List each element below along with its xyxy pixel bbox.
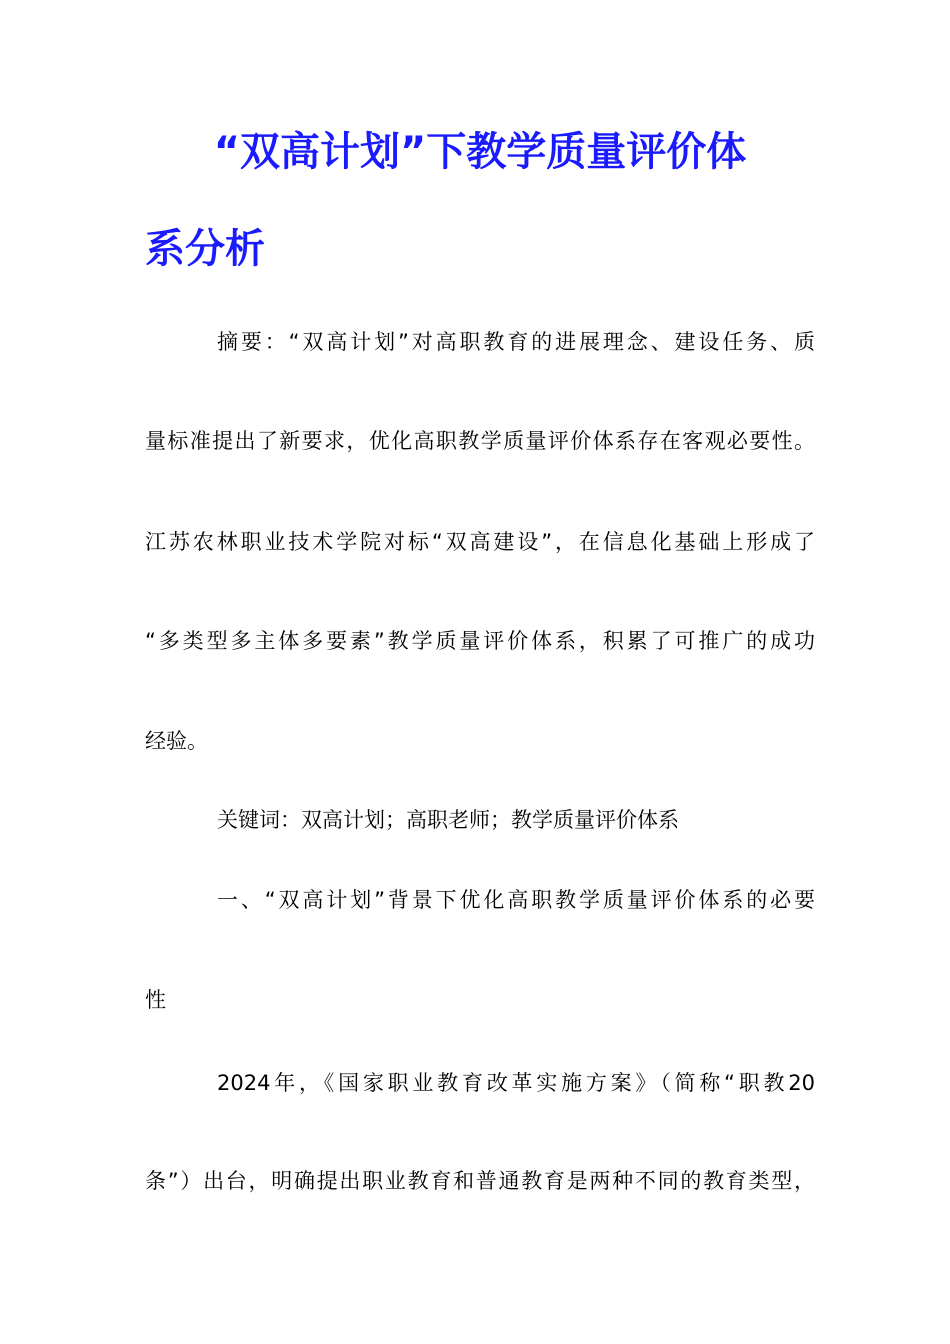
paragraph-line-2: 条”）出台，明确提出职业教育和普通教育是两种不同的教育类型， bbox=[145, 1169, 815, 1193]
abstract-line-5: 经验。 bbox=[145, 729, 208, 753]
document-title-line-1: “双高计划”下教学质量评价体 bbox=[213, 129, 747, 175]
abstract-line-2: 量标准提出了新要求，优化高职教学质量评价体系存在客观必要性。 bbox=[145, 429, 815, 453]
paragraph-line-1: 2024年，《国家职业教育改革实施方案》（简称“职教20 bbox=[217, 1071, 815, 1095]
abstract-line-3: 江苏农林职业技术学院对标“双高建设”，在信息化基础上形成了 bbox=[145, 530, 815, 554]
document-title-line-2: 系分析 bbox=[145, 226, 265, 272]
abstract-line-4: “多类型多主体多要素”教学质量评价体系，积累了可推广的成功 bbox=[145, 629, 815, 653]
section-heading-line-1: 一、“双高计划”背景下优化高职教学质量评价体系的必要 bbox=[217, 888, 815, 912]
abstract-line-1: 摘要：“双高计划”对高职教育的进展理念、建设任务、质 bbox=[217, 330, 815, 354]
keywords-line: 关键词：双高计划；高职老师；教学质量评价体系 bbox=[217, 808, 679, 832]
section-heading-line-2: 性 bbox=[145, 988, 166, 1012]
